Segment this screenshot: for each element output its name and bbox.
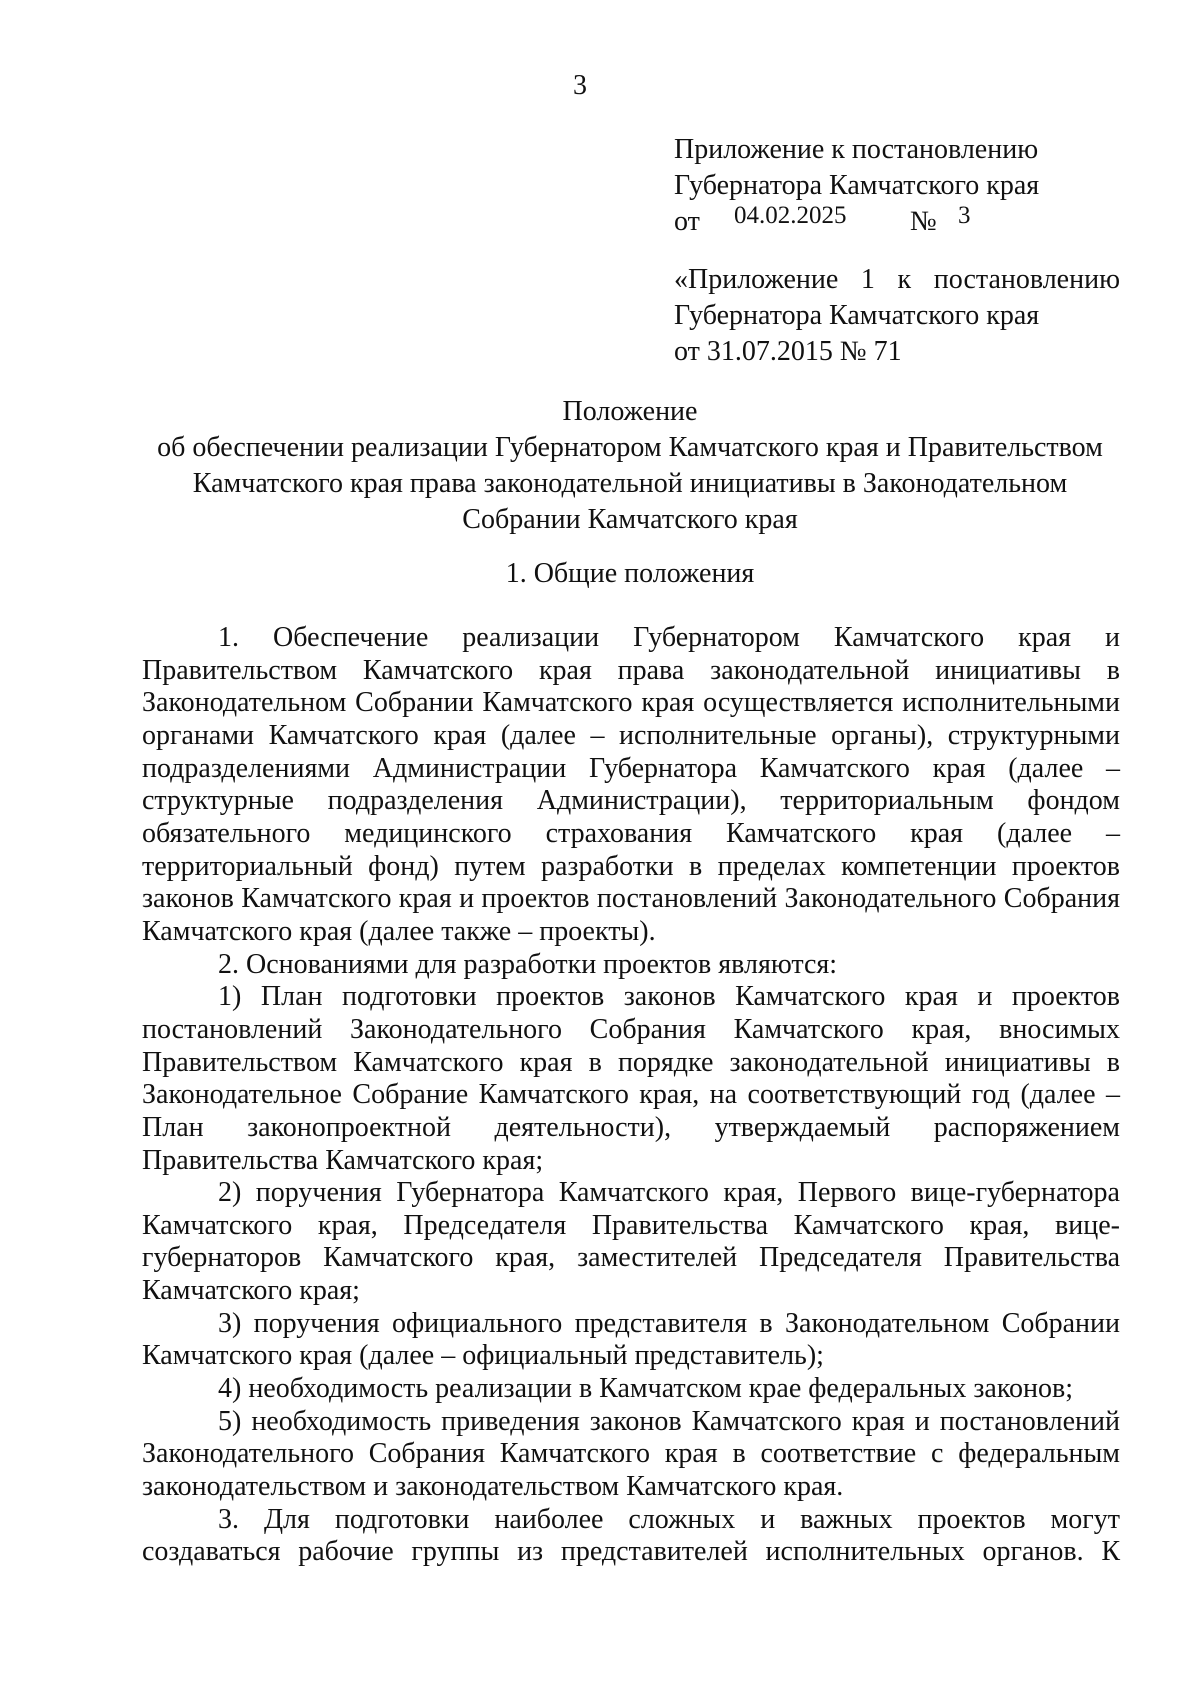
date-prefix: от [674,206,700,237]
page-number: 3 [573,70,587,101]
number-sign: № [910,206,937,237]
appendix-current-line2: Губернатора Камчатского края [674,170,1040,201]
title-line4: Собрании Камчатского края [462,504,798,535]
appendix-original-line3: от 31.07.2015 № 71 [674,336,902,367]
appendix-original [674,262,1120,370]
body-text [142,622,1120,1569]
section-heading: 1. Общие положения [505,558,755,589]
paragraph-2: 2. Основаниями для разработки проектов являются: [218,948,838,980]
appendix-current-date-row [674,204,1120,240]
order-date: 04.02.2025 [734,202,847,229]
title-line2: об обеспечении реализации Губернатором Камчатского края и Правительством [157,432,1103,463]
appendix-original-line1: «Приложение 1 к постановлению [674,264,1120,295]
appendix-original-line2: Губернатора Камчатского края [674,300,1040,331]
paragraph-8: 3. Для подготовки наиболее сложных и важных проектов могут создаваться рабочие группы из представителей исполнительных органов. К [142,1503,1120,1568]
paragraph-7: 5) необходимость приведения законов Камчатского края и постановлений Законодательного Собрания Камчатского края в соответствие с федеральным законодательством и законодательством Камчатского края. [142,1405,1120,1503]
title-line1: Положение [562,396,698,427]
paragraph-6: 4) необходимость реализации в Камчатском крае федеральных законов; [218,1373,1073,1405]
paragraph-5: 3) поручения официального представителя в Законодательном Собрании Камчатского края (далее – официальный представитель); [142,1307,1120,1372]
appendix-current-line1: Приложение к постановлению [674,134,1039,165]
appendix-current [674,132,1120,240]
paragraph-3: 1) План подготовки проектов законов Камчатского края и проектов постановлений Законодательного Собрания Камчатского края, вносимых Правительством Камчатского края в порядке законодательной инициативы в Законодательное Собрание Камчатского края, на соответствующий год (далее – План законопроектной деятельности), утверждаемый распоряжением Правительства Камчатского края; [142,981,1120,1176]
paragraph-1: 1. Обеспечение реализации Губернатором Камчатского края и Правительством Камчатского края права законодательной инициативы в Законодательном Собрании Камчатского края осуществляется исполнительными органами Камчатского края (далее – исполнительные органы), структурными подразделениями Администрации Губернатора Камчатского края (далее – структурные подразделения Администрации), территориальным фондом обязательного медицинского страхования Камчатского края (далее – территориальный фонд) путем разработки в пределах компетенции проектов законов Камчатского края и проектов постановлений Законодательного Собрания Камчатского края (далее также – проекты). [142,622,1120,947]
order-number: 3 [958,202,971,229]
title-line3: Камчатского края права законодательной инициативы в Законодательном [192,468,1068,499]
document-title [130,394,1130,538]
paragraph-4: 2) поручения Губернатора Камчатского края, Первого вице-губернатора Камчатского края, Председателя Правительства Камчатского края, вице-губернаторов Камчатского края, заместителей Председателя Правительства Камчатского края; [142,1177,1120,1307]
